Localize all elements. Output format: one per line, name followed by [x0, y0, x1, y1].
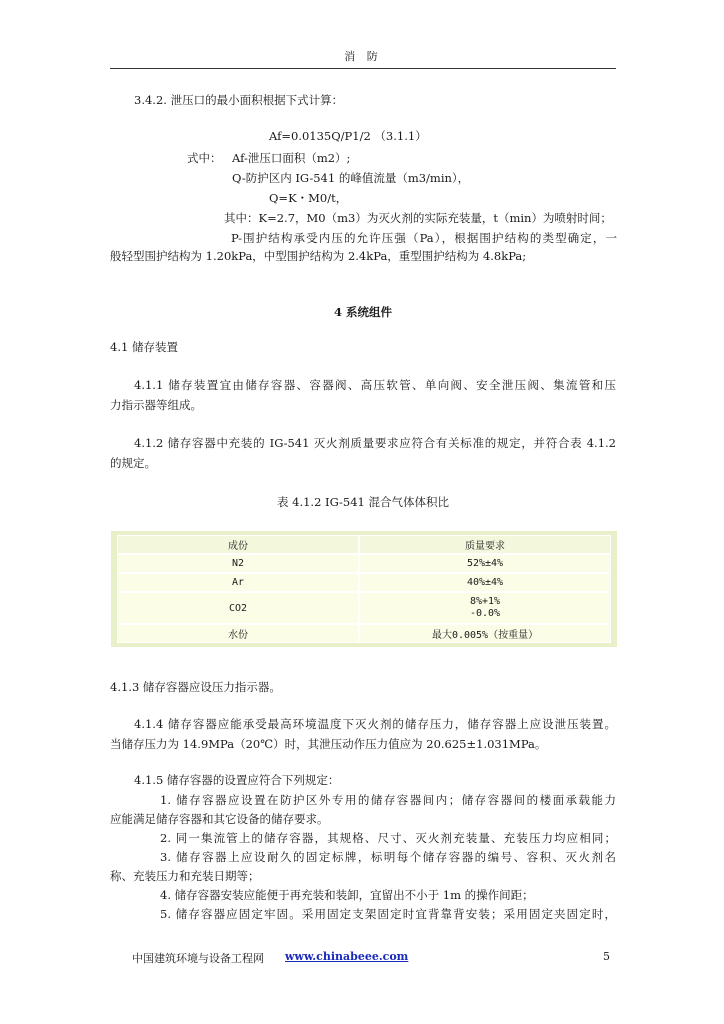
ig541-composition-table: [111, 531, 617, 647]
section-41-heading: 4.1 储存装置: [110, 340, 178, 354]
section-415-item-1-line-2: 应能满足储存容器和其它设备的储存要求。: [110, 812, 329, 826]
section-415-intro: 4.1.5 储存容器的设置应符合下列规定：: [134, 773, 340, 787]
footer-organization: 中国建筑环境与设备工程网: [132, 952, 264, 965]
requirement-co2-lower: -0.0%: [469, 608, 501, 619]
section-412-line-1: 4.1.2 储存容器中充装的 IG-541 灭火剂质量要求应符合有关标准的规定，并符合表 4.1.2: [134, 436, 616, 450]
where-label: 式中：: [187, 151, 222, 165]
q-formula: Q=K・M0/t，: [269, 191, 348, 205]
table-row: [117, 592, 611, 624]
header-divider: [110, 68, 616, 69]
p-line-1: P-围护结构承受内压的允许压强（Pa），根据围护结构的类型确定，一: [231, 231, 617, 245]
section-415-item-2: 2. 同一集流管上的储存容器，其规格、尺寸、灭火剂充装量、充装压力均应相同；: [160, 831, 616, 845]
requirement-ar: 40%±4%: [359, 573, 611, 592]
section-411-line-2: 力指示器等组成。: [110, 398, 202, 412]
section-342-intro: 3.4.2. 泄压口的最小面积根据下式计算：: [134, 93, 344, 107]
section-415-item-5: 5. 储存容器应固定牢固。采用固定支架固定时宜背靠背安装；采用固定夹固定时，: [160, 907, 616, 921]
component-n2: N2: [117, 554, 359, 573]
where-q: Q-防护区内 IG-541 的峰值流量（m3/min），: [232, 171, 470, 185]
table-row: [117, 573, 611, 592]
formula-af: Af=0.0135Q/P1/2 （3.1.1）: [269, 129, 427, 143]
component-co2: CO2: [117, 592, 359, 624]
component-ar: Ar: [117, 573, 359, 592]
section-415-item-1-line-1: 1. 储存容器应设置在防护区外专用的储存容器间内；储存容器间的楼面承载能力: [160, 793, 616, 807]
table-caption: 表 4.1.2 IG-541 混合气体体积比: [276, 495, 449, 509]
k-line: 其中：K=2.7，M0（m3）为灭火剂的实际充装量，t（min）为喷射时间；: [224, 211, 612, 225]
section-414-line-1: 4.1.4 储存容器应能承受最高环境温度下灭火剂的储存压力，储存容器上应设泄压装置。: [134, 717, 616, 731]
chapter-4-title: 4 系统组件: [333, 305, 392, 319]
header-component: 成份: [117, 535, 359, 554]
where-af: Af-泄压口面积（m2）;: [232, 151, 351, 165]
footer-website-link[interactable]: www.chinabeee.com: [285, 950, 409, 963]
requirement-moisture: 最大0.005%（按重量）: [359, 624, 611, 643]
requirement-co2-cell: [359, 592, 611, 624]
header-requirement: 质量要求: [359, 535, 611, 554]
table-header-row: [117, 535, 611, 554]
section-412-line-2: 的规定。: [110, 456, 156, 470]
p-line-2: 般轻型围护结构为 1.20kPa，中型围护结构为 2.4kPa，重型围护结构为 4.8kPa;: [110, 249, 527, 263]
section-414-line-2: 当储存压力为 14.9MPa（20℃）时，其泄压动作压力值应为 20.625±1.031MPa。: [110, 737, 547, 751]
component-moisture: 水份: [117, 624, 359, 643]
section-415-item-3-line-1: 3. 储存容器上应设耐久的固定标牌，标明每个储存容器的编号、容积、灭火剂名: [160, 850, 616, 864]
table-row: [117, 624, 611, 643]
section-415-item-4: 4. 储存容器安装应能便于再充装和装卸，宜留出不小于 1m 的操作间距；: [160, 888, 534, 902]
section-415-item-3-line-2: 称、充装压力和充装日期等；: [110, 869, 260, 883]
page-header-title: 消 防: [344, 50, 382, 63]
page-number: 5: [603, 950, 610, 963]
requirement-n2: 52%±4%: [359, 554, 611, 573]
section-413: 4.1.3 储存容器应设压力指示器。: [110, 680, 281, 694]
requirement-co2-upper: 8%+1%: [469, 596, 501, 607]
table-row: [117, 554, 611, 573]
section-411-line-1: 4.1.1 储存装置宜由储存容器、容器阀、高压软管、单向阀、安全泄压阀、集流管和压: [134, 378, 616, 392]
